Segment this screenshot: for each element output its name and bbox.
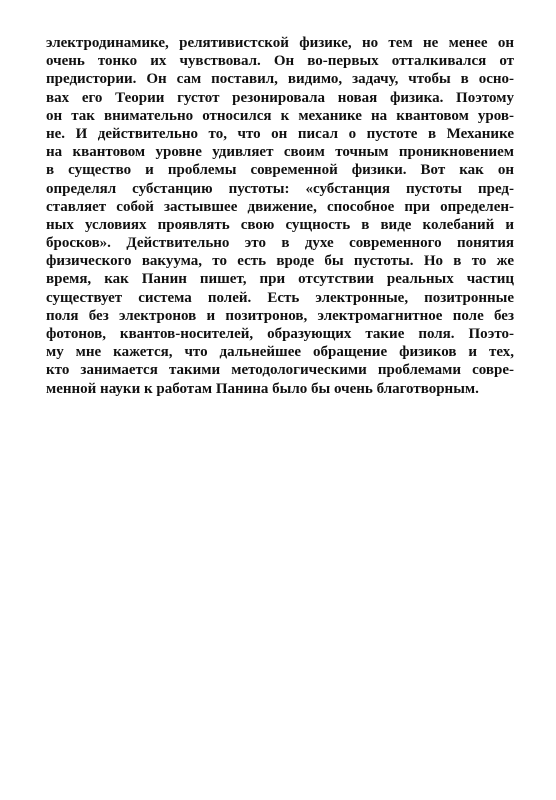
text-line: поля без электронов и позитронов, электромагнитное поле без [46,307,514,324]
text-line: он так внимательно относился к механике на квантовом уров- [46,107,514,124]
text-line: время, как Панин пишет, при отсутствии реальных частиц [46,271,514,288]
text-line: ных условиях проявлять свою сущность в виде колебаний и [46,216,514,233]
text-line: электродинамике, релятивистской физике, но тем не менее он [46,35,514,51]
text-line: менной науки к работам Панина было бы очень благотворным. [46,380,479,397]
text-line: предистории. Он сам поставил, видимо, задачу, чтобы в осно- [46,71,514,88]
text-line: ставляет собой застывшее движение, способное при определен- [46,198,514,215]
text-line: на квантовом уровне удивляет своим точным проникновением [46,144,514,161]
text-line: му мне кажется, что дальнейшее обращение физиков и тех, [46,344,514,361]
text-line: бросков». Действительно это в духе современного понятия [46,235,514,252]
text-line: не. И действительно то, что он писал о пустоте в Механике [46,125,514,142]
text-line: существует система полей. Есть электронные, позитронные [46,289,514,306]
text-line: очень тонко их чувствовал. Он во-первых отталкивался от [46,53,514,70]
text-line: кто занимается такими методологическими проблемами совре- [46,362,514,379]
text-line: фотонов, квантов-носителей, образующих такие поля. Поэто- [46,326,514,342]
text-line: вах его Теории густот резонировала новая физика. Поэтому [46,89,514,106]
text-line: физического вакуума, то есть вроде бы пустоты. Но в то же [46,253,514,270]
text-line: определял субстанцию пустоты: «субстанция пустоты пред- [46,180,514,197]
body-paragraph [46,34,514,398]
text-line: в существо и проблемы современной физики. Вот как он [46,162,514,179]
